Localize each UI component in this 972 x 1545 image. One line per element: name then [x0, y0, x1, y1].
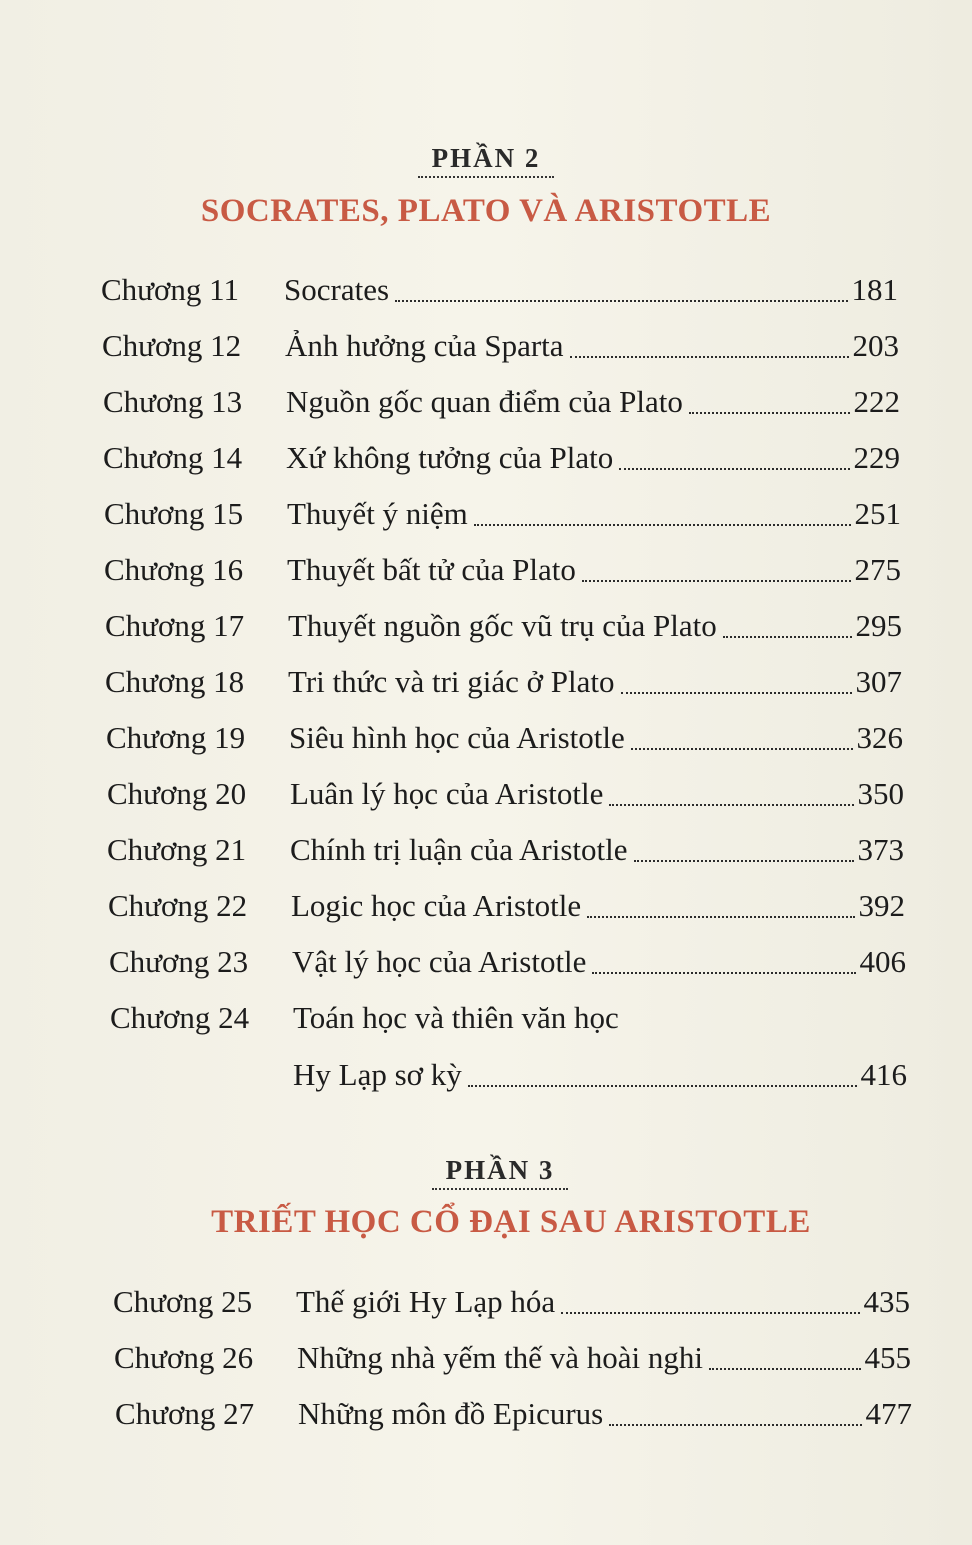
chapter-number: Chương 15 — [104, 496, 244, 531]
part2-label: PHẦN 2 — [0, 143, 972, 178]
dot-leader — [395, 300, 847, 302]
chapter-number: Chương 22 — [108, 888, 248, 923]
page-number: 406 — [859, 944, 906, 979]
chapter-title: Vật lý học của Aristotle — [292, 944, 587, 979]
chapter-number: Chương 26 — [114, 1340, 254, 1375]
chapter-number: Chương 13 — [103, 384, 243, 419]
dot-leader — [561, 1312, 859, 1314]
chapter-title: Thuyết bất tử của Plato — [287, 552, 576, 587]
page-number: 350 — [857, 776, 904, 811]
dot-leader — [609, 804, 853, 806]
page-number: 251 — [854, 496, 901, 531]
toc-entry-24[interactable] — [110, 1000, 907, 1093]
dot-leader — [689, 412, 850, 414]
page-number: 373 — [857, 832, 904, 867]
dot-leader — [621, 692, 852, 694]
page-number: 275 — [854, 552, 901, 587]
chapter-number: Chương 21 — [107, 832, 247, 867]
dot-leader — [570, 356, 849, 358]
toc-entry-27[interactable] — [115, 1396, 912, 1432]
toc-entry-13[interactable] — [103, 384, 900, 420]
page-number: 222 — [853, 384, 900, 419]
page-number: 326 — [856, 720, 903, 755]
chapter-title: Những môn đồ Epicurus — [298, 1396, 604, 1431]
toc-entry-23[interactable] — [109, 944, 906, 980]
chapter-title: Logic học của Aristotle — [291, 888, 582, 923]
toc-entry-17[interactable] — [105, 608, 902, 644]
chapter-number: Chương 11 — [101, 272, 239, 307]
toc-entry-19[interactable] — [106, 720, 903, 756]
part3-title: TRIẾT HỌC CỔ ĐẠI SAU ARISTOTLE — [211, 1204, 811, 1240]
chapter-number: Chương 12 — [102, 328, 242, 363]
toc-entry-25[interactable] — [113, 1284, 910, 1320]
page-number: 392 — [858, 888, 905, 923]
chapter-title: Toán học và thiên văn học — [293, 1000, 619, 1035]
part2-title: SOCRATES, PLATO VÀ ARISTOTLE — [200, 193, 772, 229]
dot-leader — [709, 1368, 861, 1370]
chapter-number: Chương 18 — [105, 664, 245, 699]
chapter-number: Chương 17 — [105, 608, 245, 643]
page-number: 295 — [855, 608, 902, 643]
chapter-title: Xứ không tưởng của Plato — [286, 440, 614, 475]
toc-entry-16[interactable] — [104, 552, 901, 588]
chapter-number: Chương 27 — [115, 1396, 255, 1431]
dot-leader — [587, 916, 854, 918]
chapter-title: Luân lý học của Aristotle — [290, 776, 604, 811]
chapter-number: Chương 14 — [103, 440, 243, 475]
dot-leader — [582, 580, 851, 582]
chapter-title: Socrates — [284, 272, 390, 307]
chapter-number: Chương 16 — [104, 552, 244, 587]
page-number: 307 — [855, 664, 902, 699]
chapter-title: Những nhà yếm thế và hoài nghi — [297, 1340, 703, 1375]
toc-entry-20[interactable] — [107, 776, 904, 812]
chapter-number: Chương 20 — [107, 776, 247, 811]
chapter-number: Chương 19 — [106, 720, 246, 755]
toc-entry-18[interactable] — [105, 664, 902, 700]
toc-entry-21[interactable] — [107, 832, 904, 868]
chapter-title: Thuyết nguồn gốc vũ trụ của Plato — [288, 608, 717, 643]
toc-entry-26[interactable] — [114, 1340, 911, 1376]
toc-entry-22[interactable] — [108, 888, 905, 924]
page-number: 455 — [864, 1340, 911, 1375]
dot-leader — [592, 972, 855, 974]
chapter-title-continued: Hy Lạp sơ kỳ — [293, 1057, 462, 1092]
chapter-title: Tri thức và tri giác ở Plato — [288, 664, 615, 699]
chapter-number: Chương 23 — [109, 944, 249, 979]
chapter-title: Ảnh hưởng của Sparta — [285, 328, 564, 363]
chapter-title: Thuyết ý niệm — [287, 496, 468, 531]
dot-leader — [609, 1424, 861, 1426]
page-number: 229 — [853, 440, 900, 475]
chapter-title: Thế giới Hy Lạp hóa — [296, 1284, 556, 1319]
page-number: 435 — [863, 1284, 910, 1319]
part3-label: PHẦN 3 — [14, 1155, 972, 1190]
page-number: 181 — [851, 272, 898, 307]
dot-leader — [631, 748, 853, 750]
chapter-number: Chương 24 — [110, 1000, 250, 1035]
page-number: 477 — [865, 1396, 912, 1431]
chapter-title: Nguồn gốc quan điểm của Plato — [286, 384, 683, 419]
toc-entry-15[interactable] — [104, 496, 901, 532]
toc-entry-14[interactable] — [103, 440, 900, 476]
dot-leader — [723, 636, 852, 638]
chapter-title: Siêu hình học của Aristotle — [289, 720, 625, 755]
chapter-number: Chương 25 — [113, 1284, 253, 1319]
page-number: 203 — [852, 328, 899, 363]
toc-entry-11[interactable] — [101, 272, 898, 308]
dot-leader — [474, 524, 851, 526]
dot-leader — [634, 860, 854, 862]
chapter-title: Chính trị luận của Aristotle — [290, 832, 628, 867]
page-number: 416 — [860, 1057, 907, 1092]
toc-entry-12[interactable] — [102, 328, 899, 364]
dot-leader — [619, 468, 849, 470]
dot-leader — [468, 1085, 857, 1087]
